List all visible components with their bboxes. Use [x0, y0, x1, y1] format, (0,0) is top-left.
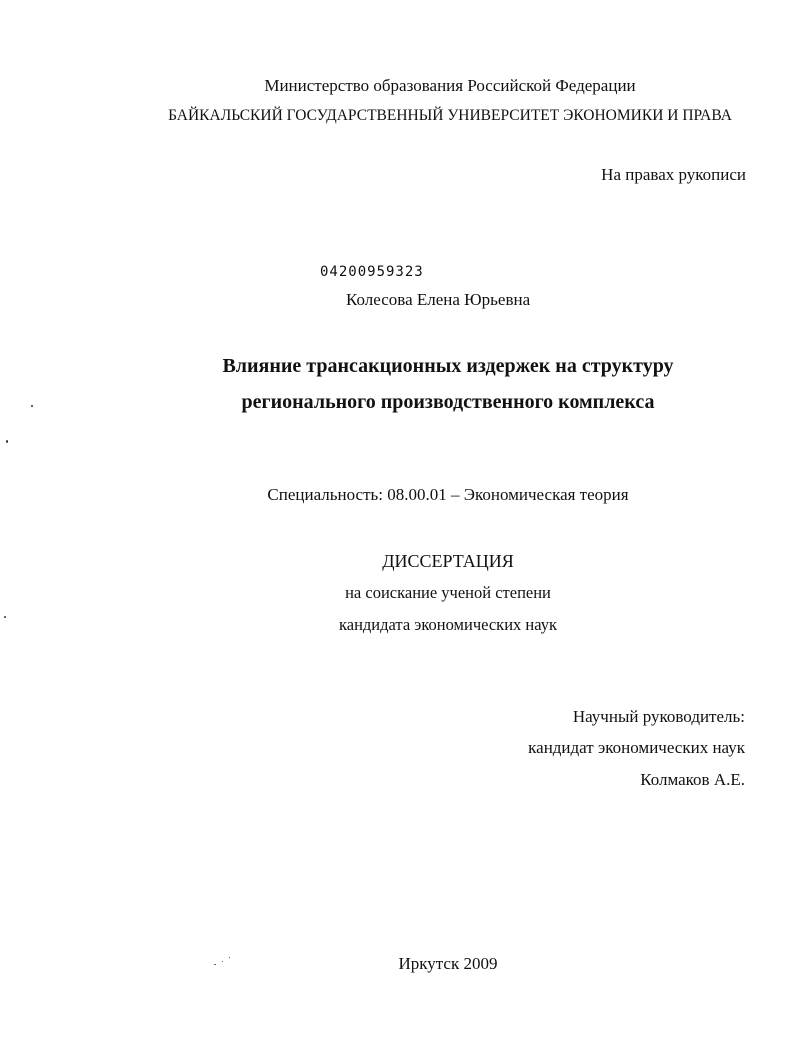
supervisor-degree: кандидат экономических наук — [528, 738, 745, 757]
document-type-heading: ДИССЕРТАЦИЯ — [382, 551, 514, 571]
manuscript-note: На правах рукописи — [601, 165, 746, 184]
degree-name-line: кандидата экономических наук — [338, 615, 557, 634]
city-year: Иркутск 2009 — [398, 954, 498, 973]
supervisor-label: Научный руководитель: — [572, 707, 745, 726]
registration-number: 04200959323 — [320, 264, 424, 280]
author-name: Колесова Елена Юрьевна — [346, 290, 531, 309]
degree-purpose-line: на соискание ученой степени — [345, 583, 551, 602]
supervisor-name: Колмаков А.Е. — [640, 770, 745, 789]
title-line-1: Влияние трансакционных издержек на структуру — [222, 355, 674, 377]
title-line-2: регионального производственного комплекса — [241, 391, 655, 413]
scan-speck — [4, 616, 6, 618]
scan-speck — [229, 957, 230, 958]
scan-speck — [31, 405, 33, 407]
ministry-line: Министерство образования Российской Федерации — [264, 76, 636, 95]
scan-speck — [214, 964, 216, 965]
university-line: БАЙКАЛЬСКИЙ ГОСУДАРСТВЕННЫЙ УНИВЕРСИТЕТ ЭКОНОМИКИ И ПРАВА — [168, 107, 732, 124]
scan-speck — [6, 440, 8, 443]
scan-speck — [222, 961, 223, 962]
specialty-line: Специальность: 08.00.01 – Экономическая теория — [267, 485, 629, 504]
